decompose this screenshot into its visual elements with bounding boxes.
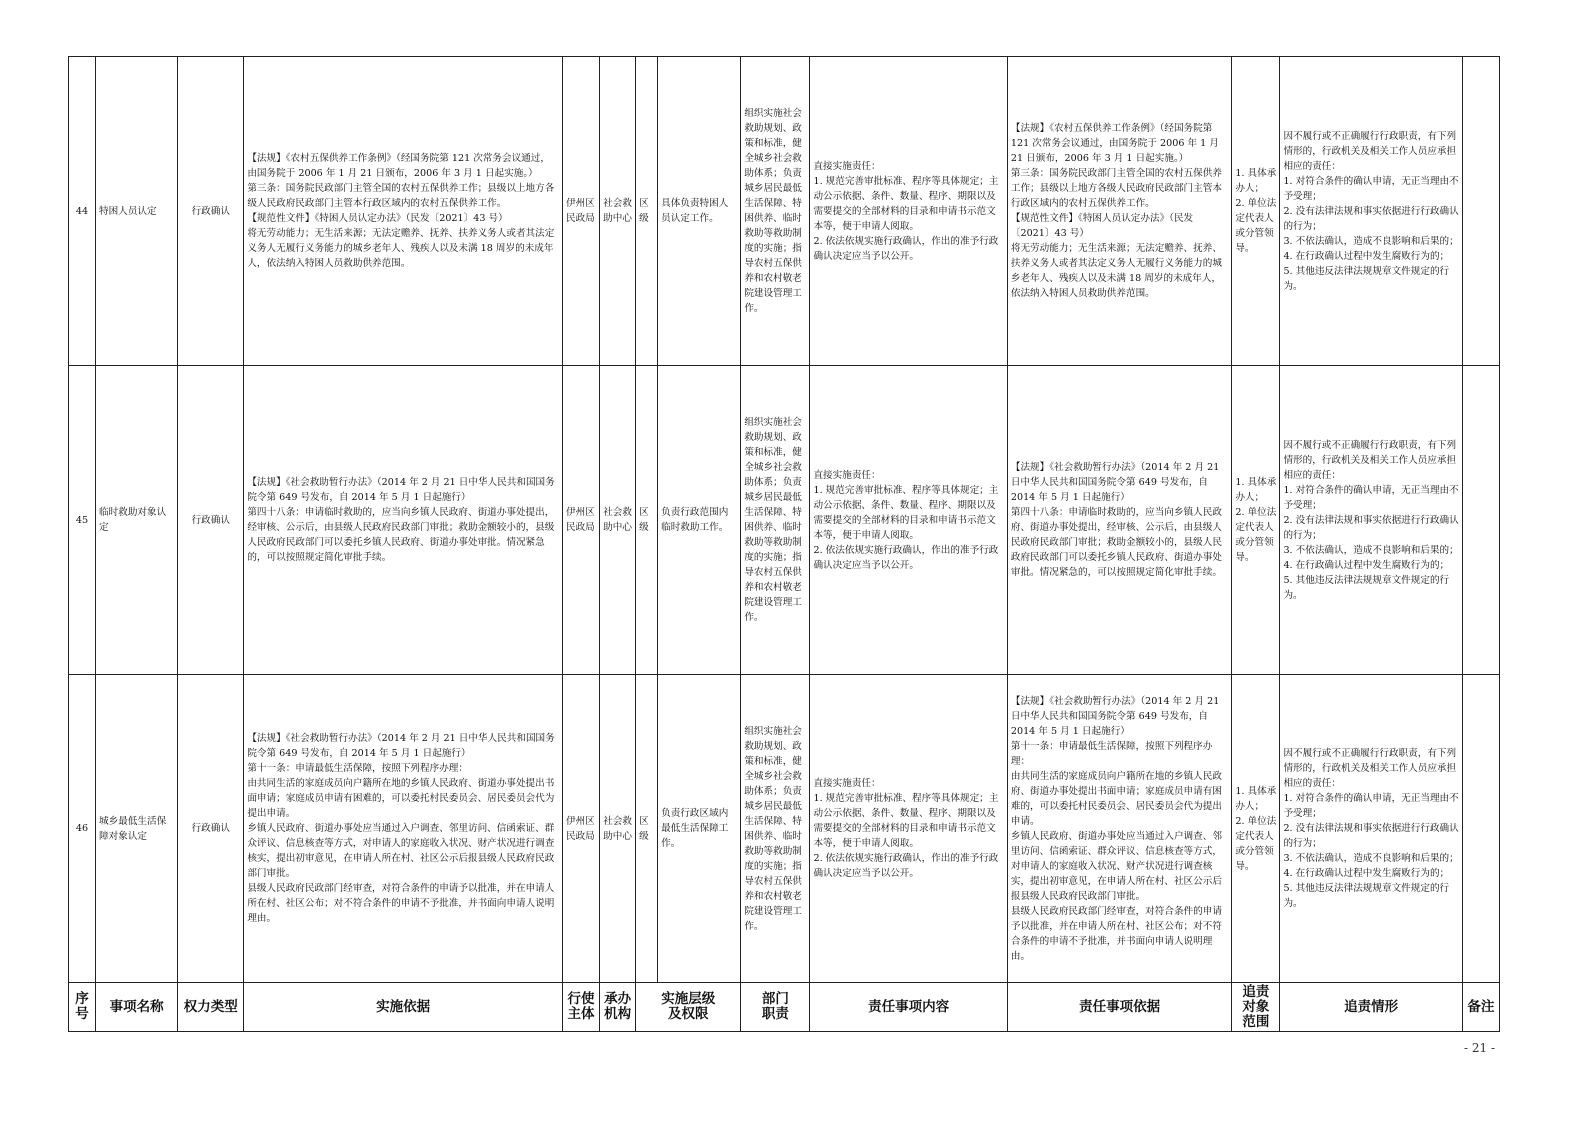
row-basis: 【法规】《社会救助暂行办法》（2014 年 2 月 21 日中华人民共和国国务院令第 649 号发布，自 2014 年 5 月 1 日起施行） 第四十八条：申请临时救助的，应当向乡镇人民政府、街道办事处提出，经审核、公示后，由县级人民政府民政部门审批；救助金额较小的，县级人民政府民政部门可以委托乡镇人民政府、街道办事处审批。情况紧急的，可以按照规定简化审批手续。 <box>244 366 563 675</box>
row-resp-content: 直接实施责任： 1. 规范完善审批标准、程序等具体规定；主动公示依据、条件、数量、程序、期限以及需要提交的全部材料的目录和申请书示范文本等，便于申请人阅取。 2. 依法依规实施行政确认，作出的准予行政确认决定应当予以公开。 <box>810 675 1007 983</box>
table-row <box>69 366 1500 675</box>
row-note <box>1462 57 1499 366</box>
row-org: 社会救助中心 <box>600 675 636 983</box>
row-authority: 负责行政范围内临时救助工作。 <box>658 366 741 675</box>
row-power-type: 行政确认 <box>178 675 244 983</box>
row-resp-basis: 【法规】《社会救助暂行办法》（2014 年 2 月 21 日中华人民共和国国务院令第 649 号发布，自 2014 年 5 月 1 日起施行） 第四十八条：申请临时救助的，应当向乡镇人民政府、街道办事处提出，经审核、公示后，由县级人民政府民政部门审批；救助金额较小的，县级人民政府民政部门可以委托乡镇人民政府、街道办事处审批。情况紧急的，可以按照规定简化审批手续。 <box>1007 366 1231 675</box>
row-subject: 伊州区民政局 <box>563 57 600 366</box>
row-scope: 1. 具体承办人； 2. 单位法定代表人或分管领导。 <box>1232 57 1280 366</box>
header-subject: 行使 主体 <box>563 983 600 1032</box>
header-org: 承办 机构 <box>600 983 636 1032</box>
row-org: 社会救助中心 <box>600 57 636 366</box>
row-duty: 组织实施社会救助规划、政策和标准，健全城乡社会救助体系；负责城乡居民最低生活保障、特困供养、临时救助等救助制度的实施；指导农村五保供养和农村敬老院建设管理工作。 <box>741 57 810 366</box>
row-scope: 1. 具体承办人； 2. 单位法定代表人或分管领导。 <box>1232 366 1280 675</box>
row-level: 区级 <box>636 675 658 983</box>
row-subject: 伊州区民政局 <box>563 366 600 675</box>
row-item-name: 城乡最低生活保障对象认定 <box>96 675 178 983</box>
row-power-type: 行政确认 <box>178 57 244 366</box>
row-situation: 因不履行或不正确履行行政职责，有下列情形的，行政机关及相关工作人员应承担相应的责任： 1. 对符合条件的确认申请，无正当理由不予受理； 2. 没有法律法规和事实依据进行行政确认的行为； 3. 不依法确认，造成不良影响和后果的； 4. 在行政确认过程中发生腐败行为的； 5. 其他违反法律法规规章文件规定的行为。 <box>1280 57 1462 366</box>
header-basis: 实施依据 <box>244 983 563 1032</box>
header-seq: 序 号 <box>69 983 96 1032</box>
header-situation: 追责情形 <box>1280 983 1462 1032</box>
header-scope: 追责 对象 范围 <box>1232 983 1280 1032</box>
row-resp-content: 直接实施责任： 1. 规范完善审批标准、程序等具体规定；主动公示依据、条件、数量、程序、期限以及需要提交的全部材料的目录和申请书示范文本等，便于申请人阅取。 2. 依法依规实施行政确认，作出的准予行政确认决定应当予以公开。 <box>810 57 1007 366</box>
header-resp-content: 责任事项内容 <box>810 983 1007 1032</box>
header-duty: 部门 职责 <box>741 983 810 1032</box>
row-authority: 具体负责特困人员认定工作。 <box>658 57 741 366</box>
row-item-name: 临时救助对象认定 <box>96 366 178 675</box>
row-level: 区级 <box>636 366 658 675</box>
header-level: 实施层级 及权限 <box>636 983 741 1032</box>
row-authority: 负责行政区域内最低生活保障工作。 <box>658 675 741 983</box>
row-duty: 组织实施社会救助规划、政策和标准，健全城乡社会救助体系；负责城乡居民最低生活保障、特困供养、临时救助等救助制度的实施；指导农村五保供养和农村敬老院建设管理工作。 <box>741 366 810 675</box>
row-situation: 因不履行或不正确履行行政职责，有下列情形的，行政机关及相关工作人员应承担相应的责任： 1. 对符合条件的确认申请，无正当理由不予受理； 2. 没有法律法规和事实依据进行行政确认的行为； 3. 不依法确认，造成不良影响和后果的； 4. 在行政确认过程中发生腐败行为的； 5. 其他违反法律法规规章文件规定的行为。 <box>1280 675 1462 983</box>
row-resp-basis: 【法规】《社会救助暂行办法》（2014 年 2 月 21 日中华人民共和国国务院令第 649 号发布，自 2014 年 5 月 1 日起施行） 第十一条：申请最低生活保障，按照下列程序办理： 由共同生活的家庭成员向户籍所在地的乡镇人民政府、街道办事处提出书面申请；家庭成员申请有困难的，可以委托村民委员会、居民委员会代为提出申请。 乡镇人民政府、街道办事处应当通过入户调查、邻里访问、信函索证、群众评议、信息核查等方式，对申请人的家庭收入状况、财产状况进行调查核实，提出初审意见，在申请人所在村、社区公示后报县级人民政府民政部门审批。 县级人民政府民政部门经审查，对符合条件的申请予以批准，并在申请人所在村、社区公布；对不符合条件的申请不予批准，并书面向申请人说明理由。 <box>1007 675 1231 983</box>
row-seq: 46 <box>69 675 96 983</box>
table-row <box>69 675 1500 983</box>
row-resp-content: 直接实施责任： 1. 规范完善审批标准、程序等具体规定；主动公示依据、条件、数量、程序、期限以及需要提交的全部材料的目录和申请书示范文本等，便于申请人阅取。 2. 依法依规实施行政确认，作出的准予行政确认决定应当予以公开。 <box>810 366 1007 675</box>
row-basis: 【法规】《农村五保供养工作条例》（经国务院第 121 次常务会议通过，由国务院于 2006 年 1 月 21 日颁布，2006 年 3 月 1 日起实施。） 第三条：国务院民政部门主管全国的农村五保供养工作；县级以上地方各级人民政府民政部门主管本行政区域内的农村五保供养工作。 【规范性文件】《特困人员认定办法》（民发〔2021〕43 号） 将无劳动能力；无生活来源；无法定赡养、抚养、扶养义务人或者其法定义务人无履行义务能力的城乡老年人、残疾人以及未满 18 周岁的未成年人，依法纳入特困人员救助供养范围。 <box>244 57 563 366</box>
header-item-name: 事项名称 <box>96 983 178 1032</box>
row-level: 区级 <box>636 57 658 366</box>
header-resp-basis: 责任事项依据 <box>1007 983 1231 1032</box>
header-power-type: 权力类型 <box>178 983 244 1032</box>
row-power-type: 行政确认 <box>178 366 244 675</box>
row-subject: 伊州区民政局 <box>563 675 600 983</box>
row-item-name: 特困人员认定 <box>96 57 178 366</box>
row-basis: 【法规】《社会救助暂行办法》（2014 年 2 月 21 日中华人民共和国国务院令第 649 号发布，自 2014 年 5 月 1 日起施行） 第十一条：申请最低生活保障，按照下列程序办理： 由共同生活的家庭成员向户籍所在地的乡镇人民政府、街道办事处提出书面申请；家庭成员申请有困难的，可以委托村民委员会、居民委员会代为提出申请。 乡镇人民政府、街道办事处应当通过入户调查、邻里访问、信函索证、群众评议、信息核查等方式，对申请人的家庭收入状况、财产状况进行调查核实，提出初审意见，在申请人所在村、社区公示后报县级人民政府民政部门审批。 县级人民政府民政部门经审查，对符合条件的申请予以批准，并在申请人所在村、社区公布；对不符合条件的申请不予批准，并书面向申请人说明理由。 <box>244 675 563 983</box>
row-resp-basis: 【法规】《农村五保供养工作条例》（经国务院第 121 次常务会议通过，由国务院于 2006 年 1 月 21 日颁布，2006 年 3 月 1 日起实施。） 第三条：国务院民政部门主管全国的农村五保供养工作；县级以上地方各级人民政府民政部门主管本行政区域内的农村五保供养工作。 【规范性文件】《特困人员认定办法》（民发〔2021〕43 号） 将无劳动能力；无生活来源；无法定赡养、抚养、扶养义务人或者其法定义务人无履行义务能力的城乡老年人、残疾人以及未满 18 周岁的未成年人，依法纳入特困人员救助供养范围。 <box>1007 57 1231 366</box>
row-seq: 45 <box>69 366 96 675</box>
row-scope: 1. 具体承办人； 2. 单位法定代表人或分管领导。 <box>1232 675 1280 983</box>
page-number: - 21 - <box>1463 1041 1495 1055</box>
row-seq: 44 <box>69 57 96 366</box>
row-situation: 因不履行或不正确履行行政职责，有下列情形的，行政机关及相关工作人员应承担相应的责任： 1. 对符合条件的确认申请，无正当理由不予受理； 2. 没有法律法规和事实依据进行行政确认的行为； 3. 不依法确认，造成不良影响和后果的； 4. 在行政确认过程中发生腐败行为的； 5. 其他违反法律法规规章文件规定的行为。 <box>1280 366 1462 675</box>
row-note <box>1462 675 1499 983</box>
header-row <box>69 983 1500 1032</box>
row-duty: 组织实施社会救助规划、政策和标准，健全城乡社会救助体系；负责城乡居民最低生活保障、特困供养、临时救助等救助制度的实施；指导农村五保供养和农村敬老院建设管理工作。 <box>741 675 810 983</box>
power-list-table <box>68 56 1500 1032</box>
row-org: 社会救助中心 <box>600 366 636 675</box>
row-note <box>1462 366 1499 675</box>
header-note: 备注 <box>1462 983 1499 1032</box>
table-row <box>69 57 1500 366</box>
